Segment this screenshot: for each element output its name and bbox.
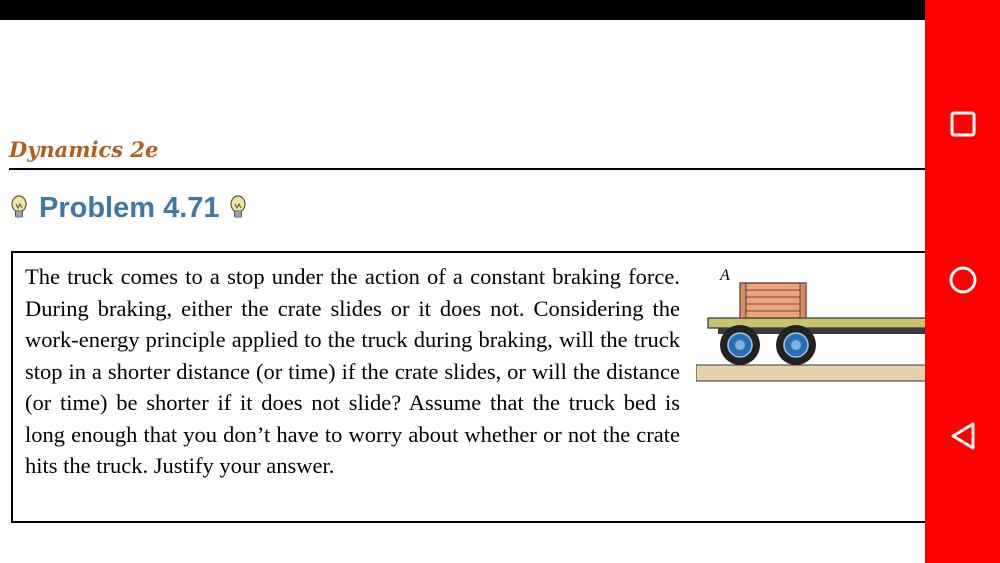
lightbulb-icon[interactable]	[228, 194, 248, 222]
truck-figure	[696, 267, 925, 402]
problem-statement: The truck comes to a stop under the action of a constant braking force. During braking, either the crate slides or it does not. Considering the work-energy principle applied to the truck during braking, will the truck stop in a shorter distance (or time) if the crate slides, or will the distance (or time) be shorter if it does not slide? Assume that the truck bed is long enough that you don’t have to worry about whether or not the crate hits the truck. Justify your answer.	[25, 264, 680, 478]
android-nav-bar	[925, 0, 1000, 563]
book-title: Dynamics 2e	[9, 137, 159, 162]
wheel-left	[720, 325, 760, 365]
wheel-right	[776, 325, 816, 365]
circle-home-icon	[948, 265, 978, 300]
triangle-back-icon	[949, 421, 977, 456]
square-recents-icon	[950, 111, 976, 142]
status-bar	[0, 0, 925, 20]
page-content	[0, 20, 925, 563]
problem-title: Problem 4.71	[39, 191, 220, 224]
truck-crate-illustration	[696, 267, 925, 397]
home-button[interactable]	[925, 252, 1000, 312]
back-button[interactable]	[925, 408, 1000, 468]
problem-heading	[9, 190, 248, 226]
title-divider	[9, 168, 925, 170]
figure-label: A	[720, 267, 730, 284]
lightbulb-icon[interactable]	[9, 194, 29, 222]
problem-box	[11, 251, 925, 523]
recents-button[interactable]	[925, 96, 1000, 156]
